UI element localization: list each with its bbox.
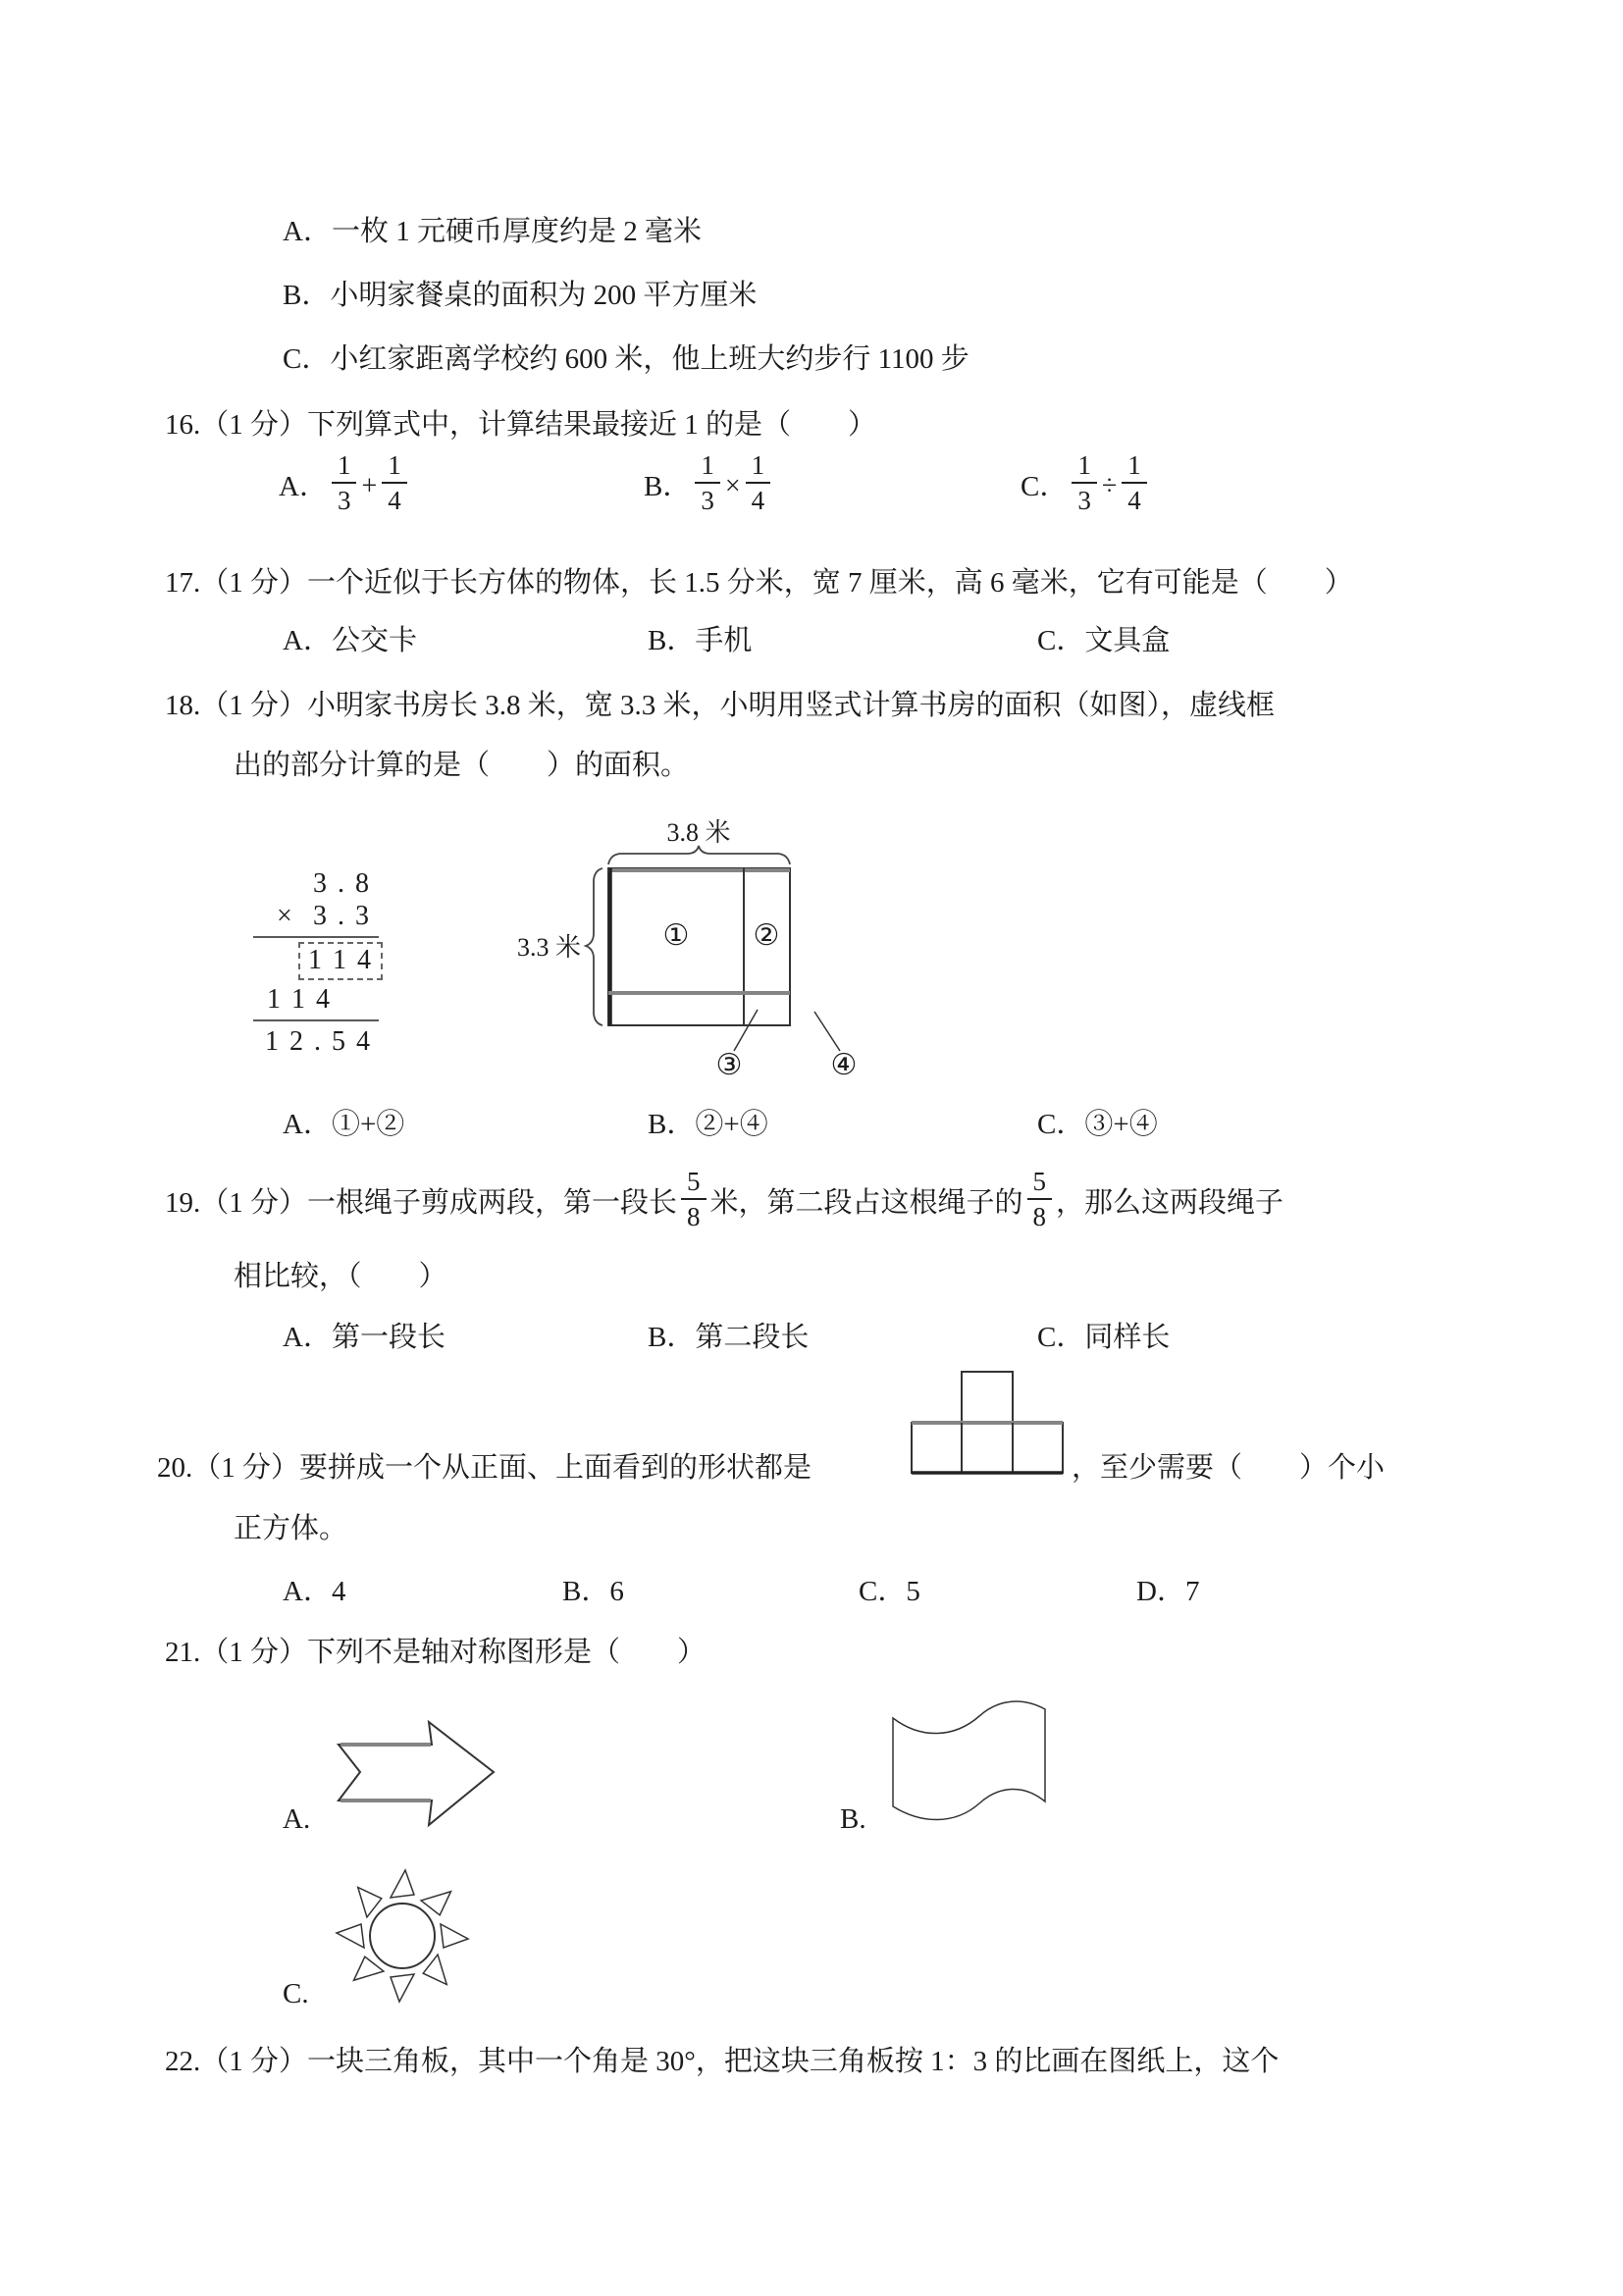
times-operator: × — [724, 470, 741, 501]
q21-flag-figure — [886, 1694, 1053, 1827]
q19-option-a: A．第一段长 — [283, 1322, 445, 1353]
q20-cube-view-figure — [911, 1371, 1064, 1475]
sun-circle — [370, 1904, 435, 1968]
divide-operator: ÷ — [1101, 470, 1118, 501]
bottom-row — [912, 1423, 1063, 1473]
q20-option-d: D．7 — [1136, 1576, 1200, 1607]
q21-sun-figure — [324, 1862, 481, 2009]
q16-option-b — [644, 450, 774, 519]
q19-stem-line2: 相比较，（ ） — [234, 1261, 447, 1292]
q16-stem: 16.（1 分）下列算式中，计算结果最接近 1 的是（ ） — [165, 409, 877, 441]
q15-option-a: A．一枚 1 元硬币厚度约是 2 毫米 — [283, 216, 702, 247]
q17-stem: 17.（1 分）一个近似于长方体的物体，长 1.5 分米，宽 7 厘米，高 6 毫米，它有可能是（ ） — [165, 567, 1353, 599]
q17-option-a: A．公交卡 — [283, 625, 417, 656]
q21-arrow-figure — [334, 1715, 498, 1831]
multiplier: 3 . 3 — [313, 901, 371, 931]
q21-label-c: C. — [283, 1978, 309, 2009]
q20-stem-line2: 正方体。 — [234, 1513, 348, 1544]
q20-stem-part2: ，至少需要（ ）个小 — [1072, 1452, 1386, 1484]
q20-option-a: A．4 — [283, 1576, 346, 1607]
q19-option-b: B．第二段长 — [648, 1322, 810, 1353]
fraction: $\frac{1}{4}$ — [746, 450, 771, 516]
q20-option-c: C．5 — [859, 1576, 920, 1607]
multiplicand: 3 . 8 — [313, 868, 371, 899]
q19-stem-part1: 19.（1 分）一根绳子剪成两段，第一段长 — [165, 1186, 678, 1219]
fraction: $\frac{1}{3}$ — [695, 450, 720, 516]
q20-option-b: B．6 — [562, 1576, 624, 1607]
q16-option-a-label: A． — [279, 470, 328, 502]
q16-option-a — [279, 450, 411, 519]
q17-option-c: C．文具盒 — [1037, 625, 1171, 656]
q18-vertical-multiplication — [253, 867, 379, 1058]
fraction: $\frac{1}{4}$ — [1122, 450, 1147, 516]
pointer-line-3 — [734, 1010, 758, 1051]
arrow-outline — [339, 1722, 494, 1825]
fraction: $\frac{1}{3}$ — [332, 450, 357, 516]
dashed-partial-product: 1 1 4 — [298, 942, 383, 980]
q21-label-b: B. — [840, 1803, 866, 1835]
q22-stem: 22.（1 分）一块三角板，其中一个角是 30°，把这块三角板按 1：3 的比画在图纸上，这个 — [165, 2046, 1280, 2077]
times-sign: × — [277, 901, 294, 931]
q18-option-b: B．②+④ — [648, 1109, 768, 1140]
q19-option-c: C．同样长 — [1037, 1322, 1171, 1353]
region-2: ② — [753, 919, 780, 952]
q18-stem-line2: 出的部分计算的是（ ）的面积。 — [234, 750, 690, 781]
sun-rays — [337, 1870, 468, 2002]
rule-line — [253, 936, 379, 938]
fraction: $\frac{1}{3}$ — [1072, 450, 1097, 516]
q19-stem-part3: ，那么这两段绳子 — [1056, 1186, 1284, 1219]
diagram-height-label: 3.3 米 — [516, 933, 581, 962]
q18-option-a: A．①+② — [283, 1109, 405, 1140]
fraction: $\frac{1}{4}$ — [382, 450, 407, 516]
flag-outline — [893, 1701, 1045, 1819]
top-square — [962, 1372, 1013, 1423]
q19-stem-part2: 米，第二段占这根绳子的 — [709, 1186, 1023, 1219]
fraction: $\frac{5}{8}$ — [681, 1167, 707, 1232]
plus-operator: + — [361, 470, 378, 501]
q15-option-b: B．小明家餐桌的面积为 200 平方厘米 — [283, 280, 758, 311]
rule-line — [253, 1019, 379, 1021]
product: 1 2 . 5 4 — [265, 1026, 372, 1057]
left-brace — [586, 868, 602, 1025]
region-1: ① — [662, 919, 690, 952]
region-4: ④ — [830, 1049, 858, 1081]
q20-stem-part1: 20.（1 分）要拼成一个从正面、上面看到的形状都是 — [157, 1452, 812, 1484]
q16-option-b-label: B． — [644, 470, 692, 502]
q21-stem: 21.（1 分）下列不是轴对称图形是（ ） — [165, 1637, 707, 1668]
q19-stem-line1 — [165, 1167, 1284, 1235]
fraction: $\frac{5}{8}$ — [1027, 1167, 1053, 1232]
q18-area-diagram — [491, 817, 903, 1082]
q15-option-c: C．小红家距离学校约 600 米，他上班大约步行 1100 步 — [283, 343, 969, 375]
pointer-line-4 — [814, 1012, 840, 1051]
q16-option-c — [1021, 450, 1151, 519]
partial-product-2: 1 1 4 — [267, 984, 332, 1015]
top-brace — [608, 846, 790, 864]
q17-option-b: B．手机 — [648, 625, 753, 656]
multiplier-row — [253, 900, 379, 932]
region-3: ③ — [715, 1049, 743, 1081]
q18-option-c: C．③+④ — [1037, 1109, 1158, 1140]
diagram-width-label: 3.8 米 — [666, 818, 731, 847]
q16-option-c-label: C． — [1021, 470, 1069, 502]
q18-stem-line1: 18.（1 分）小明家书房长 3.8 米，宽 3.3 米，小明用竖式计算书房的面积（如图），虚线框 — [165, 690, 1276, 721]
q21-label-a: A. — [283, 1803, 311, 1835]
